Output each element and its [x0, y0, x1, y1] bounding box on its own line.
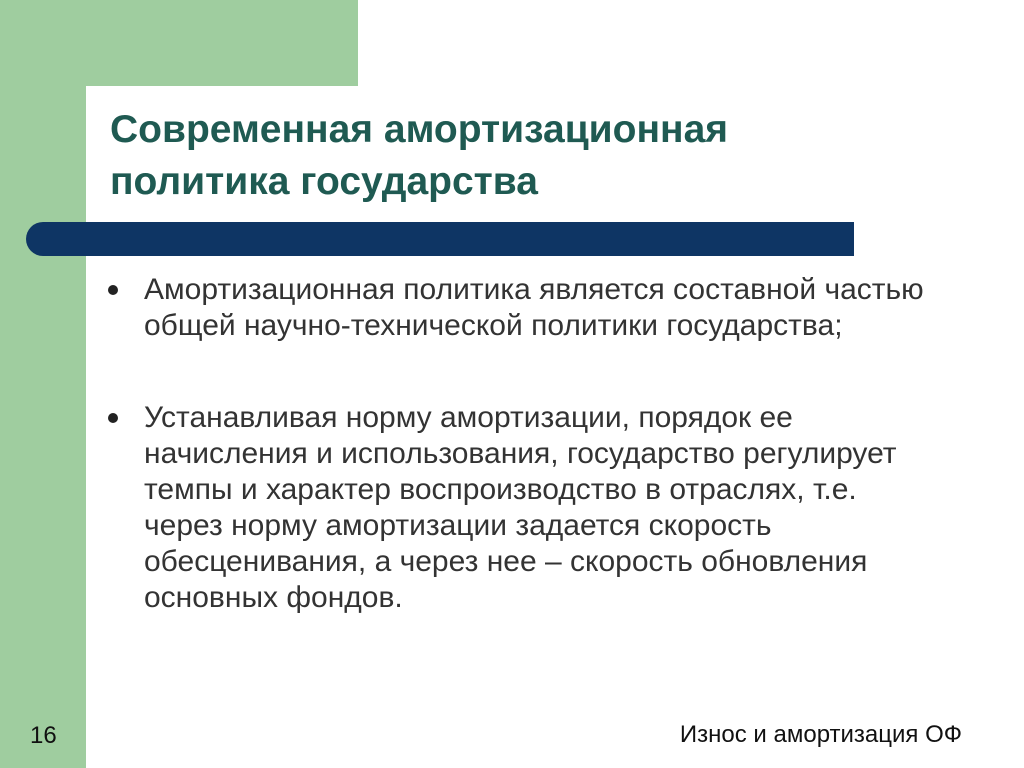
bullet-list [106, 272, 936, 616]
bullet-dot-icon [108, 285, 118, 295]
bullet-item [106, 400, 936, 616]
slide-footer: Износ и амортизация ОФ [679, 721, 962, 748]
bullet-text: Амортизационная политика является составной частью общей научно-технической политики государства; [144, 273, 924, 342]
green-frame-top [0, 0, 358, 86]
slide-title: Современная амортизационная политика государства [110, 108, 729, 203]
bullet-dot-icon [108, 413, 118, 423]
slide-number: 16 [30, 722, 57, 749]
green-frame-left [0, 0, 86, 768]
title-underline-bar [26, 222, 854, 256]
bullet-text: Устанавливая норму амортизации, порядок ее начисления и использования, государство регулирует темпы и характер воспроизводство в отраслях, т.е. через норму амортизации задается скорость обесценивания, а через нее – скорость обновления основных фондов. [144, 401, 897, 614]
bullet-item [106, 272, 936, 344]
